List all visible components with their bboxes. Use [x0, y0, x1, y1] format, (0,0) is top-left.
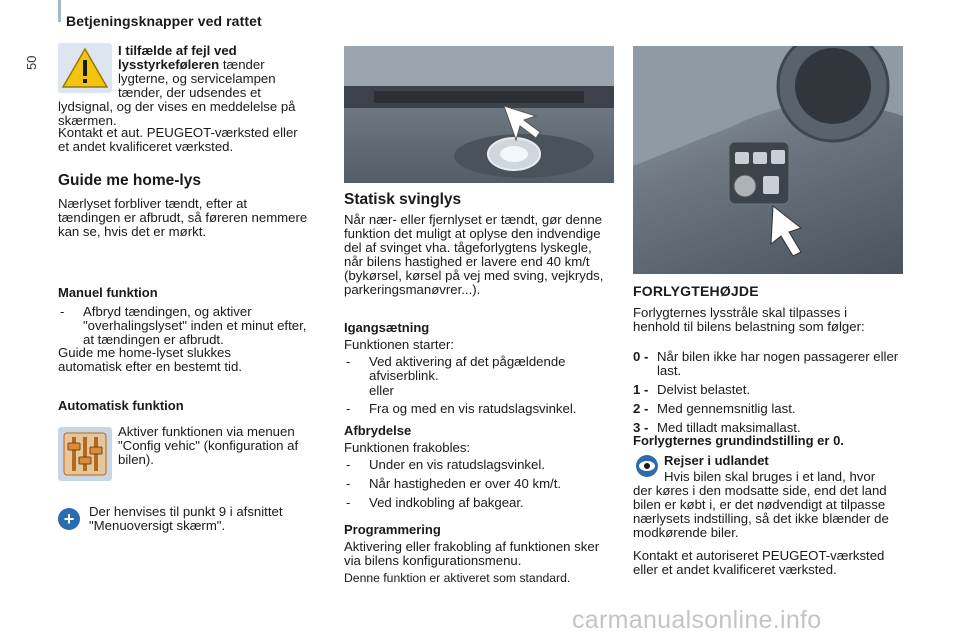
- level-text: Med tilladt maksimallast.: [657, 420, 801, 435]
- height-paragraph: Forlygternes lysstråle skal tilpasses i henhold til bilens belastning som følger:: [633, 305, 865, 334]
- level-key: 2 -: [633, 401, 649, 416]
- default-setting-line: Forlygternes grundindstilling er 0.: [633, 433, 844, 448]
- engage-heading: Igangsætning: [344, 320, 430, 335]
- watermark: carmanualsonline.info: [572, 606, 822, 634]
- abroad-text: Hvis bilen skal bruges i et land, hvor der køres i den modsatte side, end det land bilen er købt i, er det nødvendigt at tilpasse nærlysets indstilling, så det ikke blænder de modkørende biler.: [633, 469, 889, 540]
- level-text: Delvist belastet.: [657, 382, 751, 397]
- disengage-list: [344, 458, 614, 515]
- level-text: Med gennemsnitlig last.: [657, 401, 796, 416]
- levels-list: [633, 350, 903, 440]
- static-paragraph: Når nær- eller fjernlyset er tændt, gør denne funktion det muligt at oplyse den indvendige del af svinget vha. tågeforlygtens lyskegle, når bilens hastighed er lavere end 40 km/t (bykørsel, kørsel på vej med sving, vejkryds, parkeringsmanøvrer...).: [344, 212, 604, 297]
- settings-sliders-icon: [58, 427, 112, 481]
- static-heading: Statisk svinglys: [344, 191, 462, 208]
- level-text: Når bilen ikke har nogen passagerer eller last.: [657, 349, 899, 378]
- disengage-heading: Afbrydelse: [344, 423, 412, 438]
- list-item: - Fra og med en vis ratudslagsvinkel.: [344, 402, 624, 416]
- list-item: - Afbryd tændingen, og aktiver "overhalingslyset" inden et minut efter, at tændingen er afbrudt.: [58, 305, 314, 347]
- list-item: - Når hastigheden er over 40 km/t.: [344, 477, 614, 491]
- dashboard-illustration: [633, 46, 903, 274]
- engage-or: eller: [369, 383, 394, 398]
- level-item-0: [633, 350, 903, 378]
- abroad-paragraph: [633, 470, 895, 540]
- level-key: 0 -: [633, 349, 649, 364]
- list-item: - Under en vis ratudslagsvinkel.: [344, 458, 614, 472]
- guide-paragraph: Nærlyset forbliver tændt, efter at tændingen er afbrudt, så føreren nemmere kan se, hvis det er mørkt.: [58, 196, 308, 239]
- abroad-heading: Rejser i udlandet: [664, 453, 769, 468]
- settings-icon-box: [58, 427, 112, 481]
- fog-light-illustration: [344, 46, 614, 183]
- disengage-intro: Funktionen frakobles:: [344, 440, 471, 455]
- fog-light-photo: [344, 46, 614, 183]
- warning-bold-text: I tilfælde af fejl ved lysstyrkeføleren: [118, 43, 237, 72]
- level-item-2: [633, 402, 903, 416]
- abroad-contact: Kontakt et autoriseret PEUGEOT-værksted eller et andet kvalificeret værksted.: [633, 548, 885, 577]
- warning-paragraph: [58, 44, 310, 128]
- level-item-1: [633, 383, 903, 397]
- info-plus-icon: +: [58, 508, 80, 530]
- manual-paragraph: Guide me home-lyset slukkes automatisk efter en bestemt tid.: [58, 345, 242, 374]
- warning-body-text: tænder lygterne, og servicelampen tænder, der udsendes et lydsignal, og der vises en meddelelse på skærmen.: [58, 57, 296, 128]
- list-item: - Ved aktivering af det pågældende afviserblink.: [344, 355, 614, 383]
- auto-paragraph: Aktiver funktionen via menuen "Config vehic" (konfiguration af bilen).: [118, 424, 299, 467]
- programming-heading: Programmering: [344, 522, 441, 537]
- manual-heading: Manuel funktion: [58, 285, 158, 300]
- auto-heading: Automatisk funktion: [58, 398, 184, 413]
- guide-heading: Guide me home-lys: [58, 172, 201, 189]
- engage-intro: Funktionen starter:: [344, 337, 454, 352]
- header-accent-bar: [58, 0, 61, 22]
- engage-list-2: [344, 402, 624, 421]
- page-header-title: Betjeningsknapper ved rattet: [66, 13, 262, 29]
- contact-paragraph: Kontakt et aut. PEUGEOT-værksted eller et andet kvalificeret værksted.: [58, 125, 298, 154]
- headlamp-adjuster-photo: [633, 46, 903, 274]
- level-key: 3 -: [633, 420, 649, 435]
- programming-note: Denne funktion er aktiveret som standard.: [344, 571, 571, 585]
- level-key: 1 -: [633, 382, 649, 397]
- height-heading: FORLYGTEHØJDE: [633, 283, 759, 299]
- reference-paragraph: Der henvises til punkt 9 i afsnittet "Menuoversigt skærm".: [89, 504, 283, 533]
- page-number: 50: [24, 55, 39, 70]
- list-item: - Ved indkobling af bakgear.: [344, 496, 614, 510]
- programming-paragraph: Aktivering eller frakobling af funktionen sker via bilens konfigurationsmenu.: [344, 539, 600, 568]
